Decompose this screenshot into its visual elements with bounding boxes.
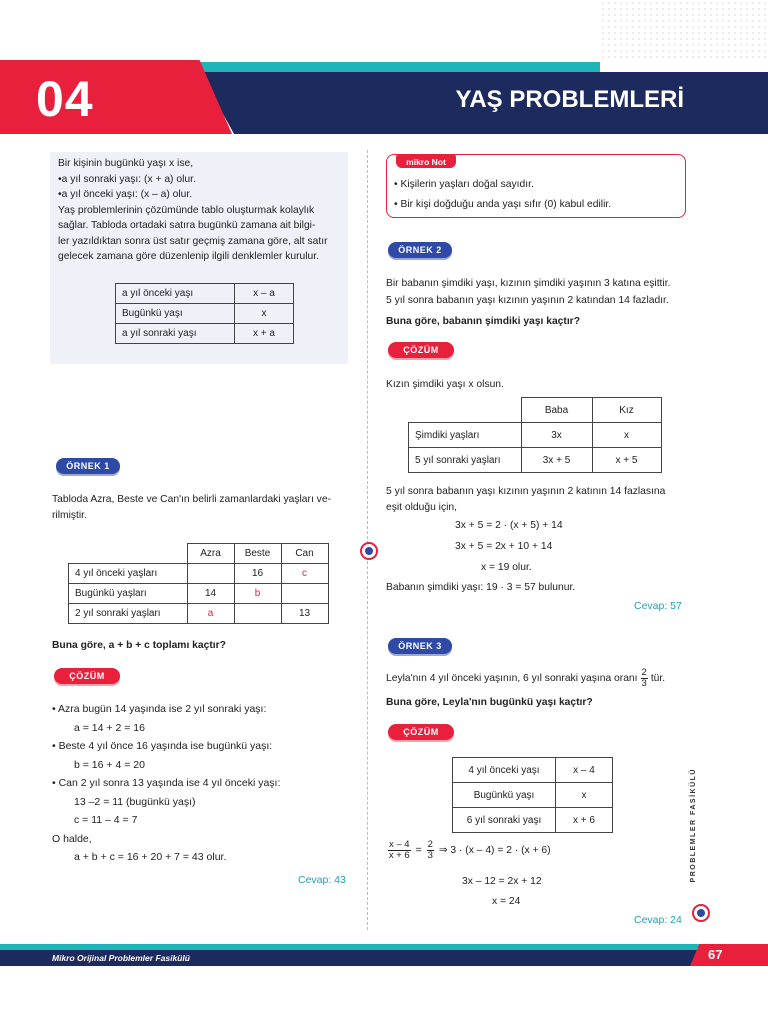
table-cell: 4 yıl önceki yaşı — [453, 758, 556, 783]
solution-line: c = 11 – 4 = 7 — [74, 814, 138, 826]
info-line: ler yazıldıktan sonra üst satır geçmiş zamana göre, alt satır — [58, 235, 328, 247]
row-label: Şimdiki yaşları — [409, 423, 522, 448]
table-row — [409, 423, 662, 448]
page-number: 67 — [708, 947, 723, 962]
solution-line: b = 16 + 4 = 20 — [74, 758, 145, 771]
ex2-line: eşit olduğu için, — [386, 502, 457, 513]
table-cell — [281, 584, 328, 604]
table-cell: Bugünkü yaşı — [116, 304, 235, 324]
info-line: •a yıl önceki yaşı: (x – a) olur. — [58, 189, 193, 200]
table-cell: x + a — [235, 324, 294, 344]
table-cell: x – 4 — [556, 758, 613, 783]
note-item: • Kişilerin yaşları doğal sayıdır. — [394, 179, 534, 190]
ex3-solution-label: ÇÖZÜM — [388, 724, 454, 740]
example-2-label: ÖRNEK 2 — [388, 242, 452, 258]
info-line: gelecek zamana göre düzenlenip ilgili denklemler kurulur. — [58, 251, 320, 262]
table-cell: Bugünkü yaşı — [453, 783, 556, 808]
example-1-label: ÖRNEK 1 — [56, 458, 120, 474]
info-line: Bir kişinin bugünkü yaşı x ise, — [58, 158, 194, 169]
table-row — [69, 564, 329, 584]
info-text — [58, 156, 344, 265]
chapter-title: YAŞ PROBLEMLERİ — [455, 86, 684, 113]
header-teal-band — [180, 62, 600, 72]
table-cell: a yıl sonraki yaşı — [116, 324, 235, 344]
table-header: Azra — [187, 544, 234, 564]
ex3-equation: 3x – 12 = 2x + 12 — [462, 876, 542, 887]
column-divider — [367, 150, 368, 930]
table-row — [116, 324, 294, 344]
table-cell: a yıl önceki yaşı — [116, 284, 235, 304]
ex1-ask: Buna göre, a + b + c toplamı kaçtır? — [52, 640, 226, 651]
table-header: Can — [281, 544, 328, 564]
footer-book-title: Mikro Orijinal Problemler Fasikülü — [52, 953, 190, 963]
ex2-ask: Buna göre, babanın şimdiki yaşı kaçtır? — [386, 316, 580, 327]
table-cell: x – a — [235, 284, 294, 304]
ex3-answer: Cevap: 24 — [634, 914, 682, 926]
ex1-table — [68, 543, 329, 624]
footer-red-block — [690, 944, 768, 966]
table-cell: 3x — [521, 423, 592, 448]
table-cell: b — [234, 584, 281, 604]
equation-tail: ⇒ 3 · (x – 4) = 2 · (x + 6) — [438, 844, 551, 856]
ex1-question — [52, 492, 352, 523]
ex3-equation: x = 24 — [492, 896, 521, 907]
table-cell: x — [556, 783, 613, 808]
ex1-answer: Cevap: 43 — [298, 874, 346, 886]
ex3-table — [452, 757, 613, 833]
solution-line: a + b + c = 16 + 20 + 7 = 43 olur. — [74, 851, 227, 863]
table-row — [116, 304, 294, 324]
fraction: $\frac{x - 4}{x + 6}$ — [388, 839, 410, 861]
example-3-label: ÖRNEK 3 — [388, 638, 452, 654]
ex3-q-text: Leyla'nın 4 yıl önceki yaşının, 6 yıl sonraki yaşına oranı — [386, 672, 638, 684]
row-label: 2 yıl sonraki yaşları — [69, 604, 188, 624]
table-cell: 13 — [281, 604, 328, 624]
info-line: •a yıl sonraki yaşı: (x + a) olur. — [58, 173, 196, 185]
table-cell — [234, 604, 281, 624]
side-label: PROBLEMLER FASİKÜLÜ — [690, 768, 697, 883]
ex1-solution — [52, 700, 352, 867]
ex3-question — [386, 668, 665, 689]
table-cell: c — [281, 564, 328, 584]
logo-icon — [692, 904, 710, 922]
solution-line: O halde, — [52, 832, 92, 845]
ex2-text — [386, 484, 686, 516]
table-row — [69, 604, 329, 624]
ex2-result: Babanın şimdiki yaşı: 19 · 3 = 57 bulunur. — [386, 582, 576, 593]
header-red-block — [0, 60, 232, 134]
row-label: Bugünkü yaşları — [69, 584, 188, 604]
table-row — [409, 448, 662, 473]
table-cell: 16 — [234, 564, 281, 584]
ex3-ask: Buna göre, Leyla'nın bugünkü yaşı kaçtır? — [386, 697, 593, 708]
table-row — [453, 783, 613, 808]
ex2-q-line: 5 yıl sonra babanın yaşı kızının yaşının 2 katından 14 fazladır. — [386, 295, 669, 306]
ex2-question — [386, 275, 686, 330]
info-line: sağlar. Tabloda ortadaki satıra bugünkü zamana ait bilgi- — [58, 220, 316, 231]
info-table — [115, 283, 294, 344]
ex2-solution-intro: Kızın şimdiki yaşı x olsun. — [386, 379, 504, 390]
ex3-equation: $\frac{x - 4}{x + 6}$ = $\frac{2}{3}$ ⇒ 3 · (x – 4) = 2 · (x + 6) — [388, 839, 551, 861]
table-cell — [187, 564, 234, 584]
ex2-equation: 3x + 5 = 2 · (x + 5) + 14 — [455, 520, 563, 531]
ex1-q-line: rilmiştir. — [52, 509, 87, 521]
note-label: mikro Not — [396, 155, 456, 168]
ex2-answer: Cevap: 57 — [634, 600, 682, 612]
solution-line: a = 14 + 2 = 16 — [74, 721, 145, 734]
header-pattern — [600, 0, 768, 60]
ex2-solution-label: ÇÖZÜM — [388, 342, 454, 358]
note-item: • Bir kişi doğduğu anda yaşı sıfır (0) kabul edilir. — [394, 199, 612, 210]
ex3-q-suffix: tür. — [650, 672, 666, 684]
solution-line: • Can 2 yıl sonra 13 yaşında ise 4 yıl önceki yaşı: — [52, 777, 281, 789]
table-cell: x — [592, 423, 661, 448]
ex1-solution-label: ÇÖZÜM — [54, 668, 120, 684]
ex2-equation: x = 19 olur. — [481, 562, 532, 573]
ex2-equation: 3x + 5 = 2x + 10 + 14 — [455, 541, 553, 552]
table-cell: 6 yıl sonraki yaşı — [453, 808, 556, 833]
ex1-q-line: Tabloda Azra, Beste ve Can'ın belirli zamanlardaki yaşları ve- — [52, 494, 331, 505]
table-header: Beste — [234, 544, 281, 564]
solution-line: 13 –2 = 11 (bugünkü yaşı) — [74, 795, 196, 808]
table-row — [453, 808, 613, 833]
table-header: Baba — [521, 398, 592, 423]
ex2-line: 5 yıl sonra babanın yaşı kızının yaşının 2 katının 14 fazlasına — [386, 486, 666, 497]
table-cell: a — [187, 604, 234, 624]
table-cell: x + 6 — [556, 808, 613, 833]
info-line: Yaş problemlerinin çözümünde tablo oluşturmak kolaylık — [58, 204, 315, 216]
table-row — [69, 584, 329, 604]
table-row — [409, 398, 662, 423]
ex2-table — [408, 397, 662, 473]
row-label: 5 yıl sonraki yaşları — [409, 448, 522, 473]
table-row — [69, 544, 329, 564]
row-label: 4 yıl önceki yaşları — [69, 564, 188, 584]
chapter-number: 04 — [36, 71, 94, 127]
solution-line: • Azra bugün 14 yaşında ise 2 yıl sonraki yaşı: — [52, 703, 267, 715]
ex2-q-line: Bir babanın şimdiki yaşı, kızının şimdiki yaşının 3 katına eşittir. — [386, 278, 671, 289]
ratio-fraction: $\frac{2}{3}$ — [641, 667, 647, 689]
table-row — [116, 284, 294, 304]
solution-line: • Beste 4 yıl önce 16 yaşında ise bugünkü yaşı: — [52, 740, 273, 752]
logo-icon — [360, 542, 378, 560]
table-cell: x + 5 — [592, 448, 661, 473]
table-header: Kız — [592, 398, 661, 423]
table-cell: 3x + 5 — [521, 448, 592, 473]
table-cell: x — [235, 304, 294, 324]
table-cell: 14 — [187, 584, 234, 604]
fraction: $\frac{2}{3}$ — [427, 839, 433, 861]
table-row — [453, 758, 613, 783]
